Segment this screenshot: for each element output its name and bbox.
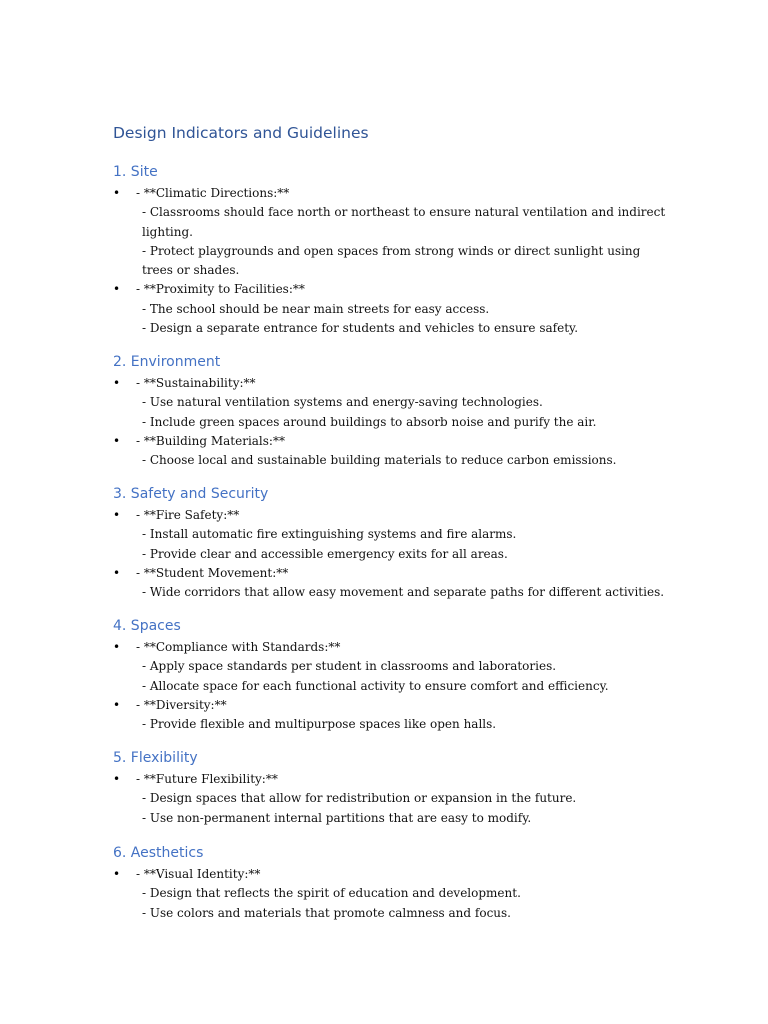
bullet-icon: •: [113, 186, 121, 200]
section-site: [113, 160, 673, 338]
item-detail: - The school should be near main streets for easy access.: [142, 301, 490, 316]
item-title: - **Building Materials:**: [136, 433, 285, 448]
item-title: - **Visual Identity:**: [136, 867, 261, 881]
item-detail: - Design that reflects the spirit of education and development.: [142, 886, 521, 901]
list-item: [113, 696, 673, 735]
item-detail: - Design spaces that allow for redistribution or expansion in the future.: [142, 791, 577, 806]
section-heading: 3. Safety and Security: [113, 486, 269, 502]
item-detail: - Use non-permanent internal partitions that are easy to modify.: [142, 810, 532, 825]
section-heading: 4. Spaces: [113, 618, 181, 634]
item-detail: - Design a separate entrance for students and vehicles to ensure safety.: [142, 321, 579, 336]
bullet-list: [113, 184, 673, 338]
section-flexibility: [113, 746, 673, 828]
bullet-icon: •: [113, 376, 121, 390]
bullet-icon: •: [113, 772, 121, 786]
item-detail: - Wide corridors that allow easy movement and separate paths for different activities.: [142, 585, 665, 600]
list-item: [113, 564, 673, 603]
list-item: [113, 432, 673, 471]
item-detail: - Allocate space for each functional activity to ensure comfort and efficiency.: [142, 678, 609, 693]
bullet-icon: •: [113, 282, 121, 297]
bullet-icon: •: [113, 697, 121, 712]
item-title: - **Compliance with Standards:**: [136, 640, 341, 654]
item-detail: - Classrooms should face north or northeast to ensure natural ventilation and indirect lighting.: [142, 205, 666, 239]
section-aesthetics: [113, 841, 673, 923]
item-title: - **Proximity to Facilities:**: [136, 282, 305, 297]
bullet-list: [113, 638, 673, 734]
list-item: [113, 638, 673, 696]
section-safety-and-security: [113, 482, 673, 602]
item-title: - **Diversity:**: [136, 697, 227, 712]
bullet-icon: •: [113, 640, 121, 654]
item-detail: - Install automatic fire extinguishing systems and fire alarms.: [142, 527, 517, 542]
bullet-list: [113, 374, 673, 470]
bullet-list: [113, 506, 673, 602]
item-title: - **Future Flexibility:**: [136, 772, 278, 786]
item-title: - **Sustainability:**: [136, 376, 256, 390]
list-item: [113, 374, 673, 432]
list-item: [113, 770, 673, 828]
list-item: [113, 280, 673, 338]
item-detail: - Apply space standards per student in classrooms and laboratories.: [142, 659, 557, 674]
list-item: [113, 865, 673, 923]
bullet-icon: •: [113, 433, 121, 448]
item-detail: - Provide flexible and multipurpose spaces like open halls.: [142, 717, 497, 732]
list-item: [113, 184, 673, 280]
list-item: [113, 506, 673, 564]
bullet-list: [113, 865, 673, 923]
item-title: - **Climatic Directions:**: [136, 186, 290, 200]
section-heading: 2. Environment: [113, 354, 221, 370]
bullet-icon: •: [113, 565, 121, 580]
section-environment: [113, 350, 673, 470]
section-spaces: [113, 614, 673, 734]
document-title: Design Indicators and Guidelines: [113, 124, 369, 142]
item-detail: - Use natural ventilation systems and energy-saving technologies.: [142, 395, 543, 410]
item-detail: - Include green spaces around buildings to absorb noise and purify the air.: [142, 414, 597, 429]
bullet-icon: •: [113, 867, 121, 881]
item-detail: - Provide clear and accessible emergency exits for all areas.: [142, 546, 508, 561]
item-detail: - Protect playgrounds and open spaces from strong winds or direct sunlight using trees or shades.: [142, 243, 641, 278]
item-detail: - Use colors and materials that promote calmness and focus.: [142, 905, 511, 920]
bullet-list: [113, 770, 673, 828]
section-heading: 5. Flexibility: [113, 750, 198, 766]
item-title: - **Student Movement:**: [136, 565, 289, 580]
bullet-icon: •: [113, 508, 121, 522]
section-heading: 6. Aesthetics: [113, 845, 204, 861]
item-detail: - Choose local and sustainable building materials to reduce carbon emissions.: [142, 453, 617, 468]
item-title: - **Fire Safety:**: [136, 508, 240, 522]
section-heading: 1. Site: [113, 164, 158, 180]
